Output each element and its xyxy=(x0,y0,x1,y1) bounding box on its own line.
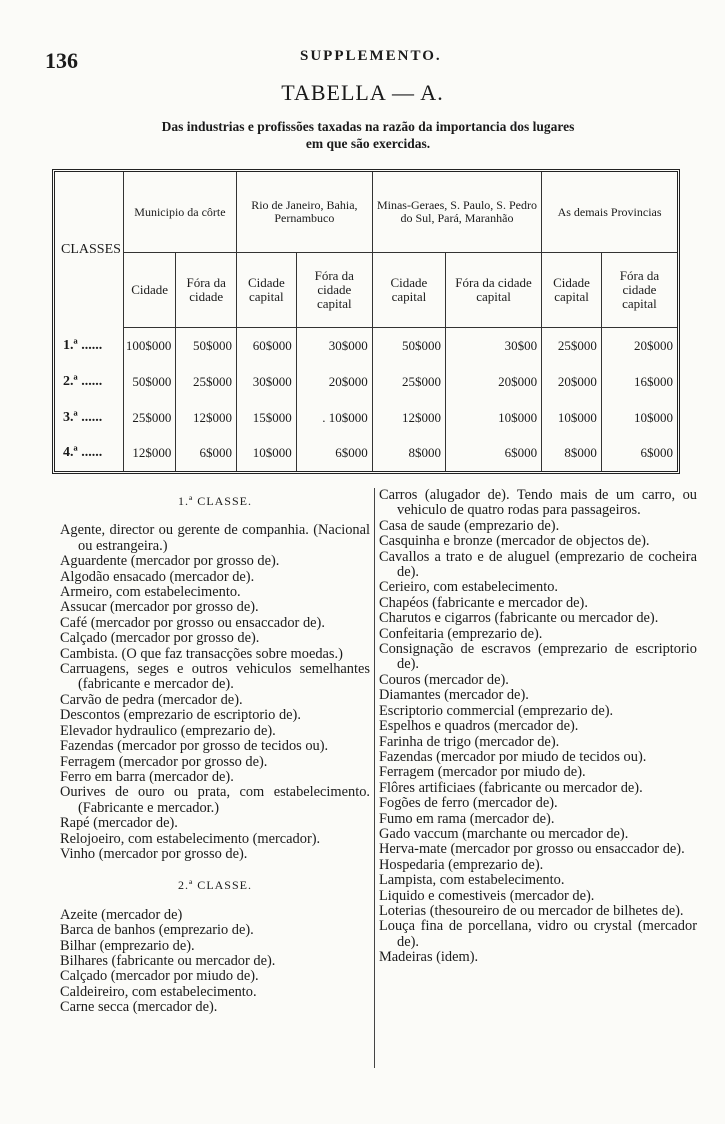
table-cell: 20$000 xyxy=(446,364,542,400)
table-cell: . 10$000 xyxy=(296,400,372,436)
list-item: Ferragem (mercador por miudo de). xyxy=(379,764,586,781)
list-item: Agente, director ou gerente de companhia. (Nacional ou estrangeira.) xyxy=(60,522,370,554)
list-item: Carros (alugador de). Tendo mais de um carro, ou vehiculo de quatro rodas para passageiros. xyxy=(379,487,697,519)
table-cell: 6$000 xyxy=(296,435,372,471)
table-cell: 8$000 xyxy=(542,435,602,471)
table-subtitle xyxy=(48,118,688,152)
list-item: Bilhares (fabricante ou mercador de). xyxy=(60,952,276,969)
class1-list xyxy=(60,523,370,862)
right-column xyxy=(374,488,697,1068)
table-title: TABELLA — A. xyxy=(281,80,444,105)
right-list xyxy=(379,488,697,966)
table-cell: 12$000 xyxy=(176,400,237,436)
table-cell: 10$000 xyxy=(236,435,296,471)
list-item: Cambista. (O que faz transacções sobre moedas.) xyxy=(60,645,343,662)
list-item: Azeite (mercador de) xyxy=(60,906,183,923)
table-cell: 60$000 xyxy=(236,328,296,365)
list-item: Cerieiro, com estabelecimento. xyxy=(379,579,559,596)
subheader: Cidade capital xyxy=(372,253,445,328)
list-item: Charutos e cigarros (fabricante ou mercador de). xyxy=(379,610,659,627)
list-item: Fumo em rama (mercador de). xyxy=(379,810,555,827)
subheader: Cidade xyxy=(123,253,176,328)
group-header-municipio: Municipio da côrte xyxy=(123,172,236,253)
list-item: Descontos (emprezario de escriptorio de). xyxy=(60,707,301,724)
left-column xyxy=(60,490,370,1016)
list-item: Café (mercador por grosso ou ensaccador de). xyxy=(60,614,325,631)
group-header-rio: Rio de Janeiro, Bahia, Pernambuco xyxy=(236,172,372,253)
row-label: 2.ª ...... xyxy=(63,374,103,389)
list-item: Calçado (mercador por grosso de). xyxy=(60,630,260,647)
table-cell: 10$000 xyxy=(542,400,602,436)
table-cell: 12$000 xyxy=(372,400,445,436)
list-item: Chapéos (fabricante e mercador de). xyxy=(379,594,588,611)
list-item: Loterias (thesoureiro de ou mercador de bilhetes de). xyxy=(379,902,684,919)
list-item: Flôres artificiaes (fabricante ou mercador de). xyxy=(379,779,643,796)
table-cell: 50$000 xyxy=(372,328,445,365)
table-cell: 20$000 xyxy=(296,364,372,400)
table-cell: 6$000 xyxy=(601,435,677,471)
list-item: Lampista, com estabelecimento. xyxy=(379,872,565,889)
subheader: Cidade capital xyxy=(236,253,296,328)
subheader: Fóra da cidade capital xyxy=(296,253,372,328)
list-item: Algodão ensacado (mercador de). xyxy=(60,568,255,585)
list-item: Hospedaria (emprezario de). xyxy=(379,856,544,873)
table-cell: 15$000 xyxy=(236,400,296,436)
table-cell: 100$000 xyxy=(123,328,176,365)
subheader: Fóra da cidade capital xyxy=(446,253,542,328)
list-item: Armeiro, com estabelecimento. xyxy=(60,584,241,601)
list-item: Elevador hydraulico (emprezario de). xyxy=(60,722,276,739)
list-item: Fazendas (mercador por miudo de tecidos ou). xyxy=(379,748,647,765)
list-item: Rapé (mercador de). xyxy=(60,815,178,832)
list-item: Calçado (mercador por miudo de). xyxy=(60,968,259,985)
table-cell: 25$000 xyxy=(542,328,602,365)
list-item: Bilhar (emprezario de). xyxy=(60,937,195,954)
list-item: Caldeireiro, com estabelecimento. xyxy=(60,983,257,1000)
list-item: Carruagens, seges e outros vehiculos semelhantes (fabricante e mercador de). xyxy=(60,661,370,693)
list-item: Gado vaccum (marchante ou mercador de). xyxy=(379,825,629,842)
list-item: Louça fina de porcellana, vidro ou crystal (mercador de). xyxy=(379,918,697,950)
table-cell: 16$000 xyxy=(601,364,677,400)
rates-table xyxy=(52,169,680,474)
list-item: Ourives de ouro ou prata, com estabelecimento. (Fabricante e mercador.) xyxy=(60,784,370,816)
table-cell: 30$000 xyxy=(236,364,296,400)
page-header xyxy=(0,0,725,160)
running-title: SUPPLEMENTO. xyxy=(300,48,442,64)
table-cell: 12$000 xyxy=(123,435,176,471)
subtitle-line-1: Das industrias e profissões taxadas na razão da importancia dos lugares xyxy=(161,119,575,134)
table-cell: 20$000 xyxy=(542,364,602,400)
table-cell: 25$000 xyxy=(123,400,176,436)
table-cell: 50$000 xyxy=(123,364,176,400)
table-cell: 20$000 xyxy=(601,328,677,365)
list-item: Liquido e comestiveis (mercador de). xyxy=(379,887,595,904)
table-row xyxy=(55,435,677,471)
group-header-minas: Minas-Geraes, S. Paulo, S. Pedro do Sul, Pará, Maranhão xyxy=(372,172,541,253)
list-item: Vinho (mercador por grosso de). xyxy=(60,845,248,862)
subtitle-line-2: em que são exercidas. xyxy=(305,136,431,151)
list-item: Assucar (mercador por grosso de). xyxy=(60,599,259,616)
list-item: Espelhos e quadros (mercador de). xyxy=(379,718,579,735)
class2-list xyxy=(60,908,370,1016)
list-item: Fogões de ferro (mercador de). xyxy=(379,795,558,812)
table-cell: 30$00 xyxy=(446,328,542,365)
list-item: Confeitaria (emprezario de). xyxy=(379,625,543,642)
list-item: Barca de banhos (emprezario de). xyxy=(60,922,254,939)
group-header-demais: As demais Provincias xyxy=(542,172,677,253)
list-item: Fazendas (mercador por grosso de tecidos ou). xyxy=(60,738,329,755)
row-label: 4.ª ...... xyxy=(63,445,103,461)
list-item: Diamantes (mercador de). xyxy=(379,687,529,704)
table-row xyxy=(55,328,677,365)
table-cell: 10$000 xyxy=(446,400,542,436)
list-item: Cavallos a trato e de aluguel (emprezario de cocheira de). xyxy=(379,548,697,581)
table-row xyxy=(55,364,677,400)
class1-heading: 1.ª CLASSE. xyxy=(178,494,252,508)
list-item: Casa de saude (emprezario de). xyxy=(379,517,560,534)
list-item: Farinha de trigo (mercador de). xyxy=(379,733,560,750)
table-cell: 6$000 xyxy=(446,435,542,471)
list-item: Ferragem (mercador por grosso de). xyxy=(60,753,268,770)
page-number: 136 xyxy=(45,48,78,73)
list-item: Casquinha e bronze (mercador de objectos de). xyxy=(379,533,650,550)
row-label: 3.ª ...... xyxy=(63,409,103,425)
list-item: Herva-mate (mercador por grosso ou ensaccador de). xyxy=(379,841,685,858)
list-item: Madeiras (idem). xyxy=(379,949,479,966)
list-item: Consignação de escravos (emprezario de escriptorio de). xyxy=(379,641,697,673)
list-item: Aguardente (mercador por grosso de). xyxy=(60,553,280,570)
table-cell: 25$000 xyxy=(176,364,237,400)
table-cell: 8$000 xyxy=(372,435,445,471)
subheader: Fóra da cidade xyxy=(176,253,237,328)
table-cell: 10$000 xyxy=(601,400,677,436)
subheader: Cidade capital xyxy=(542,253,602,328)
subheader: Fóra da cidade capital xyxy=(601,253,677,328)
row-label: 1.ª ...... xyxy=(63,337,103,353)
list-item: Carne secca (mercador de). xyxy=(60,999,218,1016)
list-item: Couros (mercador de). xyxy=(379,671,509,688)
table-cell: 25$000 xyxy=(372,364,445,400)
table-row xyxy=(55,400,677,436)
table-cell: 50$000 xyxy=(176,328,237,365)
table-cell: 6$000 xyxy=(176,435,237,471)
table-cell: 30$000 xyxy=(296,328,372,365)
classes-header: CLASSES xyxy=(61,241,121,257)
list-item: Carvão de pedra (mercador de). xyxy=(60,691,243,708)
list-item: Ferro em barra (mercador de). xyxy=(60,768,234,785)
list-item: Escriptorio commercial (emprezario de). xyxy=(379,702,614,719)
list-item: Relojoeiro, com estabelecimento (mercador). xyxy=(60,830,321,847)
class2-heading: 2.ª CLASSE. xyxy=(178,878,252,893)
